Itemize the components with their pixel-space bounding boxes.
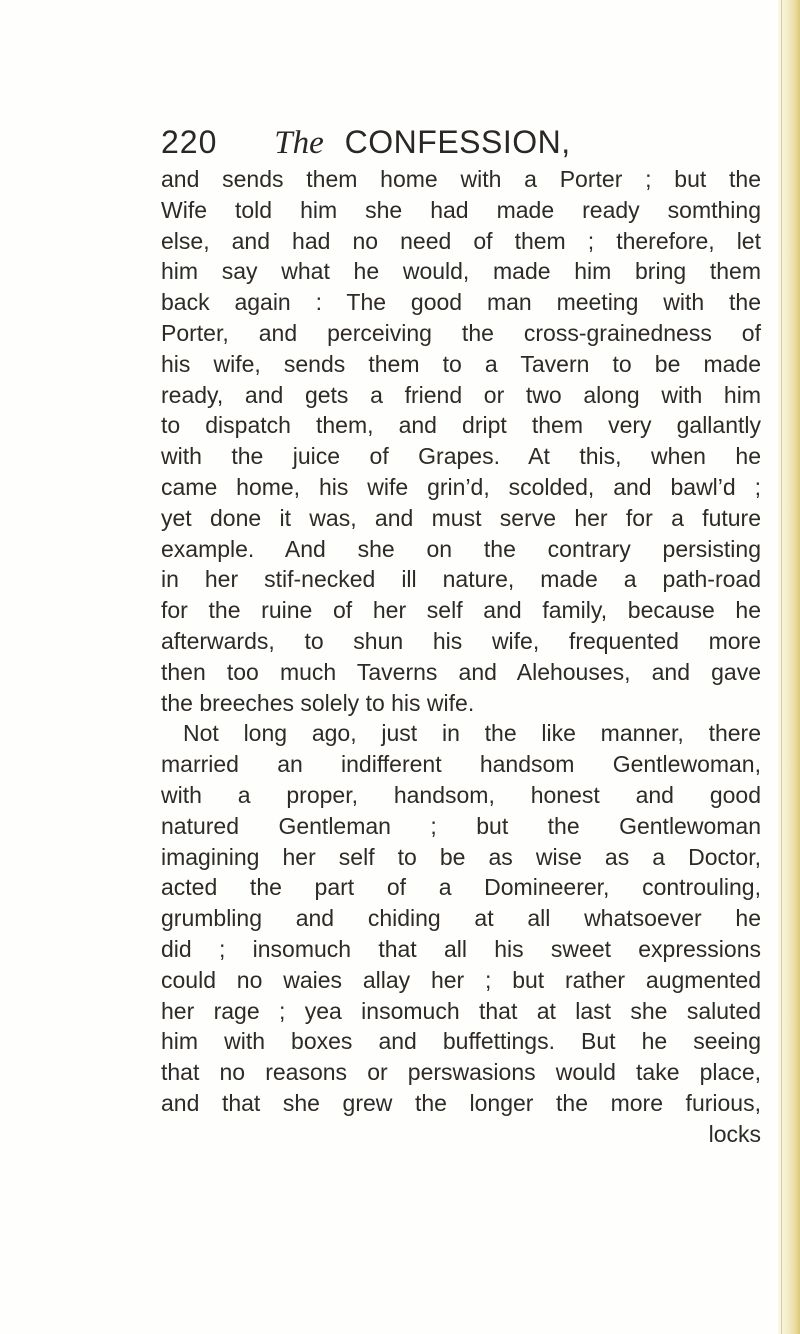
- paragraph-start-line: Not long ago, just in the like manner, there: [183, 720, 761, 747]
- text-line: else, and had no need of them ; therefore, let: [161, 227, 761, 254]
- header-title-italic: The: [274, 125, 324, 161]
- text-line: did ; insomuch that all his sweet expressions: [161, 935, 761, 962]
- text-line: then too much Taverns and Alehouses, and gave: [161, 658, 761, 685]
- text-line: acted the part of a Domineerer, controuling,: [161, 874, 761, 901]
- body-text: [161, 164, 761, 1150]
- text-line: married an indifferent handsom Gentlewoman,: [161, 751, 761, 778]
- running-header: [161, 122, 761, 162]
- text-line: him with boxes and buffettings. But he seeing: [161, 1028, 761, 1055]
- page-edge-line: [781, 0, 782, 1334]
- text-line: afterwards, to shun his wife, frequented more: [161, 627, 761, 654]
- text-line: imagining her self to be as wise as a Doctor,: [161, 843, 761, 870]
- text-line: with the juice of Grapes. At this, when he: [161, 443, 761, 470]
- text-line: could no waies allay her ; but rather augmented: [161, 966, 761, 993]
- text-line: came home, his wife grin’d, scolded, and bawl’d ;: [161, 473, 761, 500]
- header-title: CONFESSION,: [344, 124, 571, 160]
- text-line: him say what he would, made him bring them: [161, 258, 761, 285]
- text-line: ready, and gets a friend or two along with him: [161, 381, 761, 408]
- text-line: Porter, and perceiving the cross-grainedness of: [161, 319, 761, 346]
- text-line: for the ruine of her self and family, because he: [161, 597, 761, 624]
- text-line: her rage ; yea insomuch that at last she saluted: [161, 997, 761, 1024]
- text-line: that no reasons or perswasions would take place,: [161, 1059, 761, 1086]
- text-line: yet done it was, and must serve her for a future: [161, 504, 761, 531]
- text-line: to dispatch them, and dript them very gallantly: [161, 412, 761, 439]
- text-line: back again : The good man meeting with the: [161, 289, 761, 316]
- text-line: and sends them home with a Porter ; but the: [161, 166, 761, 192]
- paragraph-end-line: the breeches solely to his wife.: [161, 689, 475, 716]
- text-line: and that she grew the longer the more furious,: [161, 1089, 761, 1116]
- text-line: example. And she on the contrary persisting: [161, 535, 761, 562]
- text-line: grumbling and chiding at all whatsoever he: [161, 905, 761, 932]
- text-line: with a proper, handsom, honest and good: [161, 781, 761, 808]
- catchword: locks: [708, 1120, 761, 1147]
- text-line: in her stif-necked ill nature, made a path-road: [161, 566, 761, 593]
- page-number: 220: [161, 124, 218, 160]
- text-line: natured Gentleman ; but the Gentlewoman: [161, 812, 761, 839]
- text-line: Wife told him she had made ready somthing: [161, 196, 761, 223]
- text-line: his wife, sends them to a Tavern to be made: [161, 350, 761, 377]
